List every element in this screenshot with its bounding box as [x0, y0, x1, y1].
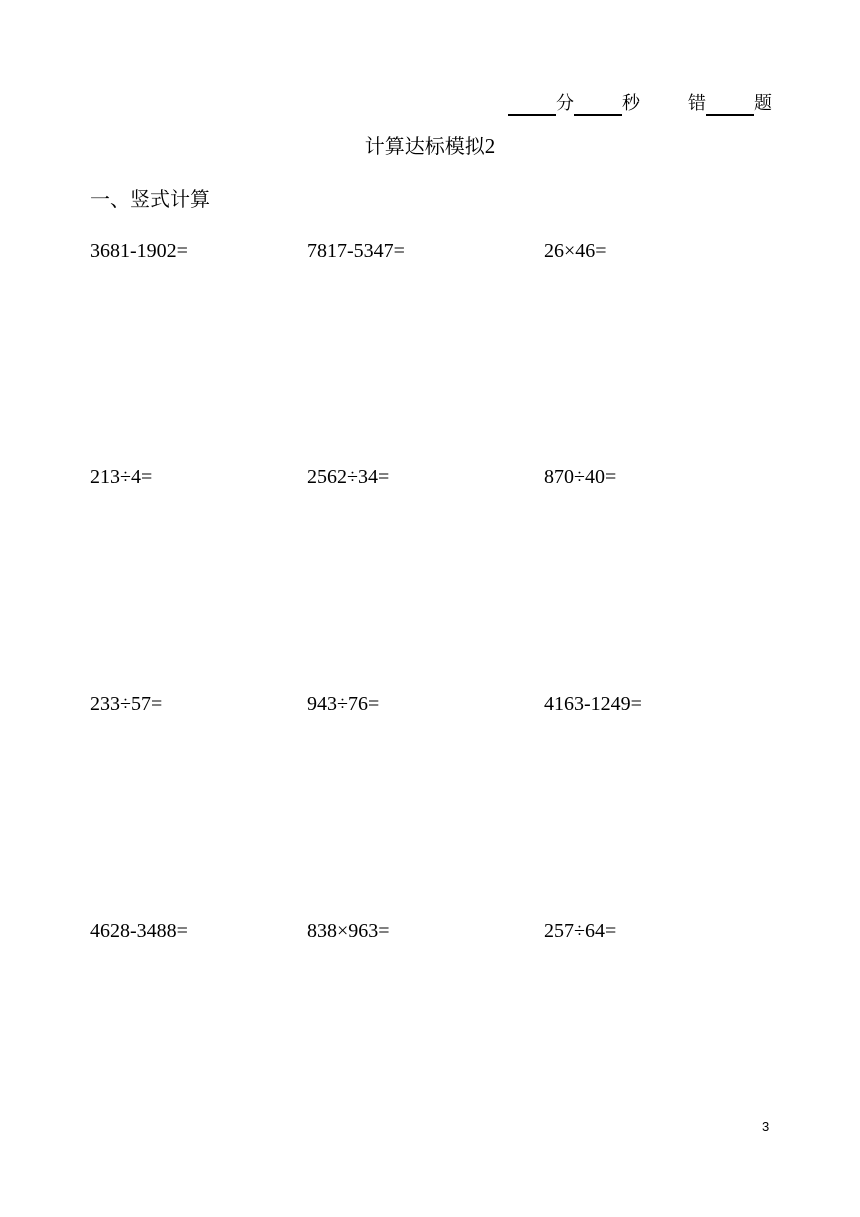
errors-blank[interactable]	[706, 94, 754, 116]
problem: 4163-1249=	[544, 693, 642, 715]
seconds-blank[interactable]	[574, 94, 622, 116]
problem: 2562÷34=	[307, 466, 390, 488]
problem: 870÷40=	[544, 466, 617, 488]
problem: 3681-1902=	[90, 240, 188, 262]
seconds-label: 秒	[622, 93, 640, 114]
page-number: 3	[762, 1119, 770, 1134]
minutes-label: 分	[556, 93, 574, 114]
problem: 233÷57=	[90, 693, 163, 715]
problem: 26×46=	[544, 240, 607, 262]
errors-label: 错	[688, 93, 706, 114]
problem: 257÷64=	[544, 920, 617, 942]
score-line	[508, 92, 772, 116]
problem: 213÷4=	[90, 466, 153, 488]
problem: 4628-3488=	[90, 920, 188, 942]
page-title	[0, 133, 860, 159]
minutes-blank[interactable]	[508, 94, 556, 116]
page-title-text: 计算达标模拟	[364, 134, 485, 158]
problem: 943÷76=	[307, 693, 380, 715]
problem: 838×963=	[307, 920, 390, 942]
page-title-number: 2	[484, 134, 496, 158]
section-heading: 一、竖式计算	[90, 187, 210, 211]
problem: 7817-5347=	[307, 240, 405, 262]
questions-label: 题	[754, 93, 772, 114]
